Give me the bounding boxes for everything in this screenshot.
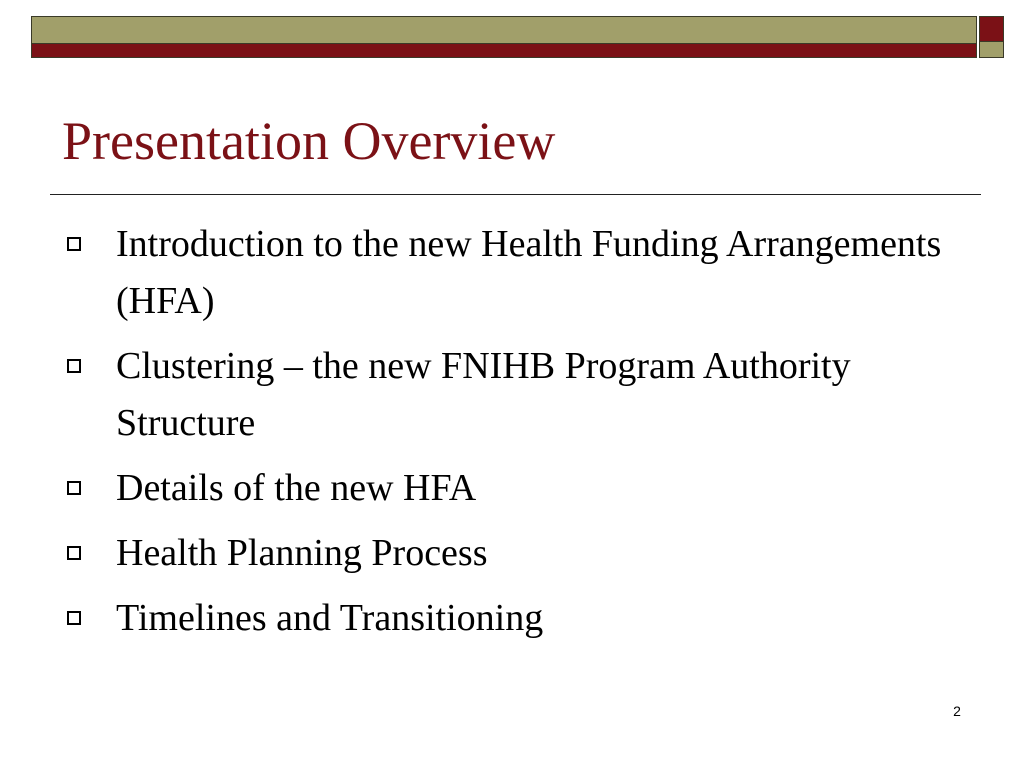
bullet-text: Details of the new HFA: [116, 467, 477, 509]
title-divider: [50, 194, 981, 195]
header-corner-olive-block: [979, 42, 1004, 58]
hollow-square-bullet-icon: [67, 359, 81, 373]
hollow-square-bullet-icon: [67, 237, 81, 251]
slide-title: Presentation Overview: [62, 111, 556, 171]
bullet-item: [62, 460, 962, 517]
bullet-text: Timelines and Transitioning: [116, 597, 544, 639]
header-decorative-bar: [31, 16, 977, 58]
header-corner-maroon-block: [979, 16, 1004, 42]
hollow-square-bullet-icon: [67, 611, 81, 625]
bullet-item: [62, 338, 962, 452]
hollow-square-bullet-icon: [67, 481, 81, 495]
bullet-item: [62, 590, 962, 647]
bullet-list: [62, 216, 962, 655]
bullet-item: [62, 525, 962, 582]
header-bar-maroon-band: [32, 43, 976, 58]
page-number: 2: [953, 703, 961, 719]
bullet-item: [62, 216, 962, 330]
bullet-text: Health Planning Process: [116, 532, 488, 574]
header-bar-olive-band: [32, 17, 976, 43]
hollow-square-bullet-icon: [67, 546, 81, 560]
bullet-text: Clustering – the new FNIHB Program Authority Structure: [116, 345, 851, 444]
bullet-text: Introduction to the new Health Funding Arrangements (HFA): [116, 223, 942, 322]
